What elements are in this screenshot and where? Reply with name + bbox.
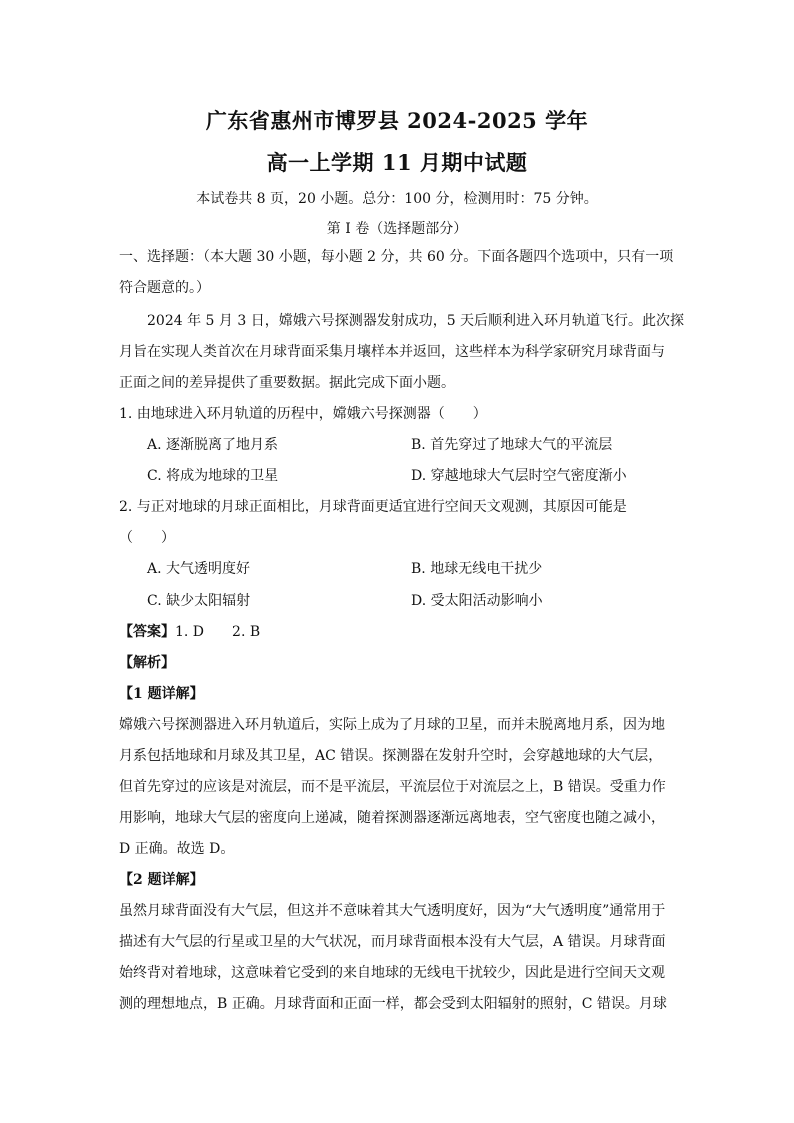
exam-title-line2: 高一上学期 11 月期中试题 [266,150,528,175]
question1-stem: 1. 由地球进入环月轨道的历程中，嫦娥六号探测器（ ） [119,406,487,422]
analysis-label: 【解析】 [119,655,175,671]
q1-option-c: C. 将成为地球的卫星 [147,468,279,484]
q1-detail-line: D 正确。故选 D。 [119,841,235,857]
q2-detail-line: 描述有大气层的行星或卫星的大气状况，而月球背面根本没有大气层，A 错误。月球背面 [119,934,666,950]
part1-instruction-line2: 符合题意的。） [119,280,210,296]
q2-detail-line: 始终背对着地球，这意味着它受到的来自地球的无线电干扰较少，因此是进行空间天文观 [119,965,665,981]
passage-line1: 2024 年 5 月 3 日，嫦娥六号探测器发射成功，5 天后顺利进入环月轨道飞行。此次探 [147,313,685,329]
passage-line3: 正面之间的差异提供了重要数据。据此完成下面小题。 [119,375,455,391]
q1-detail-line: 月系包括地球和月球及其卫星，AC 错误。探测器在发射升空时，会穿越地球的大气层， [119,748,663,764]
q2-detail-heading: 【2 题详解】 [119,872,204,888]
q2-option-b: B. 地球无线电干扰少 [411,561,543,577]
q2-option-a: A. 大气透明度好 [147,561,251,577]
exam-title-line1: 广东省惠州市博罗县 2024-2025 学年 [205,108,589,133]
part1-instruction-line1: 一、选择题：（本大题 30 小题，每小题 2 分，共 60 分。下面各题四个选项中，只有一项 [119,249,674,265]
answer-line [119,624,679,640]
q1-detail-heading: 【1 题详解】 [119,686,204,702]
section-heading: 第 I 卷（选择题部分） [326,221,468,237]
q1-option-d: D. 穿越地球大气层时空气密度渐小 [411,468,627,484]
q1-option-a: A. 逐渐脱离了地月系 [147,437,279,453]
q2-detail-line: 测的理想地点，B 正确。月球背面和正面一样，都会受到太阳辐射的照射，C 错误。月球 [119,996,667,1012]
answer-2: 2. B [232,624,261,640]
passage-line2: 月旨在实现人类首次在月球背面采集月壤样本并返回，这些样本为科学家研究月球背面与 [119,344,665,360]
question2-stem-bracket: （ ） [119,530,175,546]
q2-option-c: C. 缺少太阳辐射 [147,593,251,609]
q1-option-b: B. 首先穿过了地球大气的平流层 [411,437,613,453]
answer-label: 【答案】 [119,624,175,640]
question2-stem: 2. 与正对地球的月球正面相比，月球背面更适宜进行空间天文观测，其原因可能是 [119,499,627,515]
answer-1: 1. D [175,624,205,640]
q1-detail-line: 用影响，地球大气层的密度向上递减，随着探测器逐渐远离地表，空气密度也随之减小， [119,810,665,826]
q2-detail-line: 虽然月球背面没有大气层，但这并不意味着其大气透明度好，因为“大气透明度”通常用于 [119,903,666,919]
q2-option-d: D. 受太阳活动影响小 [411,593,543,609]
exam-info: 本试卷共 8 页，20 小题。总分：100 分，检测用时：75 分钟。 [196,191,598,207]
q1-detail-line: 但首先穿过的应该是对流层，而不是平流层，平流层位于对流层之上，B 错误。受重力作 [119,779,666,795]
q1-detail-line: 嫦娥六号探测器进入环月轨道后，实际上成为了月球的卫星，而并未脱离地月系，因为地 [119,717,665,733]
